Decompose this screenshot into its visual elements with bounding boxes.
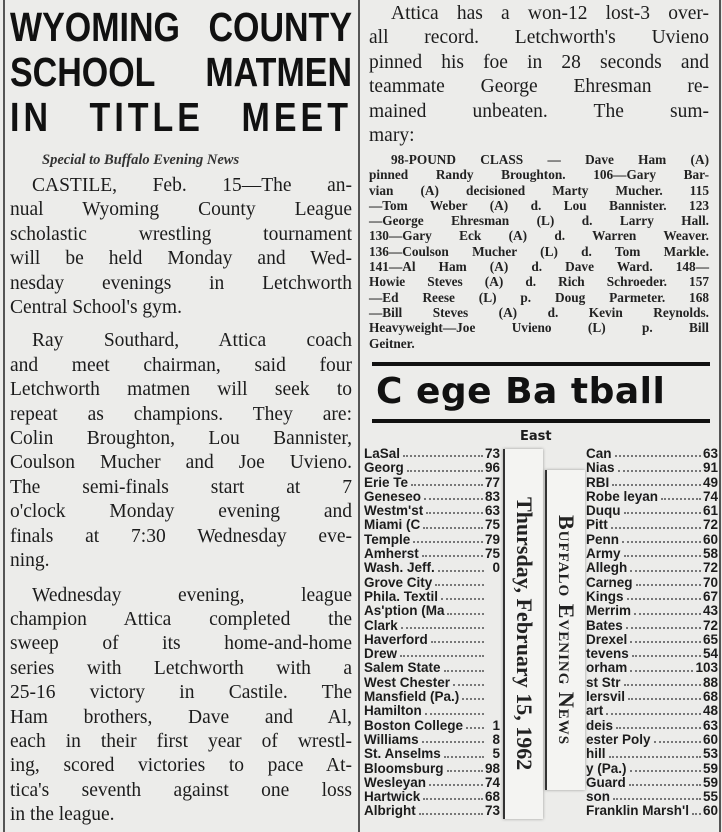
team-name: Allegh [586,561,628,576]
dot-leader [422,547,483,557]
team-name: Boston College [364,718,464,733]
team-name: son [586,790,611,805]
team-name: RBI [586,475,610,490]
loser-cell [586,461,718,475]
text-line: Ray Southard, Attica coach [32,330,352,352]
loser-cell [586,547,718,561]
team-name: Haverford [364,632,428,647]
loser-cell [586,647,718,661]
team-score [486,676,500,690]
loser-cell [586,661,718,675]
dot-leader [636,576,701,586]
text-line: will be held Monday and Wed- [10,248,352,270]
dot-leader [453,676,484,686]
team-score: 73 [484,447,500,461]
team-name: Penn [586,532,620,547]
column-rule-middle [358,0,360,832]
team-name: tevens [586,647,629,662]
winner-cell [364,547,500,561]
text-line: tica's seventh against one loss [10,779,352,801]
text-line: Letchworth matmen will seek to [10,379,352,401]
text-line: Heavyweight—Joe Uvieno (L) p. Bill [369,320,709,336]
team-score: 74 [702,489,718,504]
team-name: LaSal [364,447,401,461]
loser-cell [586,604,718,618]
team-score: 74 [484,775,500,790]
team-score: 60 [702,732,718,747]
loser-cell [586,690,718,704]
left-article-body [10,174,352,828]
loser-cell [586,762,718,776]
dot-leader [423,790,483,800]
dot-leader [429,776,483,786]
dot-leader [411,476,483,486]
column-rule-left [3,0,5,832]
team-score: 5 [492,747,500,762]
dot-leader [692,804,701,814]
team-name: Mansfield (Pa.) [364,690,460,705]
text-line: Ham brothers, Dave and Al, [10,706,352,728]
dot-leader [630,633,701,643]
loser-cell [586,633,718,647]
team-score: 70 [702,575,718,590]
dot-leader [444,661,484,671]
text-line: Coulson Mucher and Joe Uvieno. [10,452,352,474]
text-line: The semi-finals start at 7 [10,476,352,498]
team-score: 1 [492,718,500,733]
dot-leader [612,476,701,486]
team-name: orham [586,661,628,676]
team-score [486,647,500,661]
winner-cell [364,490,500,504]
team-name: Can [586,447,612,461]
team-name: art [586,704,604,719]
dot-leader [613,790,701,800]
loser-cell [586,590,718,604]
text-line: Howie Steves (A) d. Rich Schroeder. 157 [369,274,709,290]
team-score [486,633,500,647]
text-line: 136—Coulson Mucher (L) d. Tom Markle. [369,243,709,259]
team-name: Franklin Marsh'l [586,804,689,819]
team-score: 83 [484,489,500,504]
team-score: 65 [702,632,718,647]
team-name: Nias [586,461,615,476]
team-name: Bates [586,618,623,633]
text-line: in the league. [10,804,115,826]
team-name: St. Anselms [364,747,441,762]
loser-cell [586,733,718,747]
region-heading: East [520,429,552,444]
winner-cell [364,633,500,647]
loser-cell [586,676,718,690]
text-line: pinned Randy Broughton. 106—Gary Bar- [369,167,709,183]
date-strip-text: Thursday, February 15, 1962 [512,497,537,771]
winner-cell [364,647,500,661]
dot-leader [622,533,701,543]
team-score [486,576,500,590]
team-score: 60 [702,804,718,819]
dot-leader [628,690,701,700]
loser-cell [586,719,718,733]
team-name: Williams [364,732,419,747]
team-score: 75 [484,518,500,533]
text-line: and meet chairman, said four [10,354,352,376]
team-name: Drew [364,647,398,662]
winner-cell [364,461,500,475]
team-name: Army [586,547,621,562]
winner-cell [364,719,500,733]
winner-cell [364,790,500,804]
text-line: —Tom Weber (A) d. Lou Bannister. 123 [369,197,709,213]
dot-leader [661,490,701,500]
dot-leader [413,533,483,543]
team-name: Georg [364,461,404,476]
winner-cell [364,676,500,690]
text-line: ing, scored victories to pace At- [10,755,352,777]
text-line: 98-POUND CLASS — Dave Ham (A) [391,152,709,167]
dot-leader [424,490,483,500]
byline: Special to Buffalo Evening News [42,152,240,168]
paragraph [10,329,352,573]
team-name: Temple [364,532,411,547]
text-line: Wednesday evening, league [32,584,352,606]
winner-cell [364,762,500,776]
team-score: 55 [702,790,718,805]
text-line: scholastic wrestling tournament [10,223,352,245]
team-score: 48 [702,704,718,719]
masthead-strip [545,470,585,790]
loser-cell [586,504,718,518]
team-name: Grove City [364,575,433,590]
text-line: nual Wyoming County League [10,199,352,221]
team-score [486,661,500,675]
team-score [486,704,500,718]
team-name: Guard [586,775,626,790]
loser-cell [586,619,718,633]
team-name: Westm'st [364,504,424,519]
team-name: Hamilton [364,704,422,719]
team-score: 60 [702,532,718,547]
team-name: Amherst [364,547,419,562]
team-name: As'ption (Ma [364,604,445,619]
dot-leader [634,604,701,614]
dot-leader [444,747,484,757]
team-score [486,619,500,633]
text-line: —Ed Reese (L) p. Doug Parmeter. 168 [369,289,709,305]
team-name: hill [586,747,606,762]
dot-leader [618,461,701,471]
winner-cell [364,476,500,490]
dot-leader [425,704,484,714]
team-score: 58 [702,547,718,562]
team-score: 73 [484,804,500,819]
team-score: 59 [702,761,718,776]
dot-leader [624,547,701,557]
dot-leader [629,776,701,786]
text-line: ning. [10,550,50,572]
winner-cell [364,804,500,818]
text-line: 130—Gary Eck (A) d. Warren Weaver. [369,228,709,244]
dot-leader [435,576,484,586]
winner-cell [364,747,500,761]
dot-leader [462,690,484,700]
team-name: Drexel [586,632,628,647]
masthead-strip-text: Buffalo Evening News [554,514,579,746]
text-line: finals at 7:30 Wednesday eve- [10,525,352,547]
text-line: 141—Al Ham (A) d. Dave Ward. 148— [369,259,709,275]
team-score: 72 [702,618,718,633]
loser-cell [586,804,718,818]
team-name: st Str [586,675,621,690]
text-line: Colin Broughton, Lou Bannister, [10,428,352,450]
team-score: 77 [484,475,500,490]
rule-top [372,362,710,366]
text-line: champion Attica completed the [10,608,352,630]
paragraph [369,2,709,148]
dot-leader [422,733,484,743]
loser-cell [586,476,718,490]
dot-leader [632,647,701,657]
team-score: 91 [702,461,718,476]
team-score: 49 [702,475,718,490]
team-name: Merrim [586,604,632,619]
text-line: each in their first year of wrestl- [10,730,352,752]
headline-line: WYOMING COUNTY [10,5,352,51]
team-score: 63 [702,718,718,733]
date-strip [503,449,543,819]
text-line: o'clock Monday evening and [10,501,352,523]
team-name: Carneg [586,575,633,590]
team-score [486,690,500,704]
team-score: 61 [702,504,718,519]
winner-cell [364,561,500,575]
team-name: ester Poly [586,732,651,747]
team-score: 72 [702,518,718,533]
dot-leader [407,461,483,471]
dot-leader [606,704,701,714]
headline-line: IN TITLE MEET [10,95,352,141]
team-score: 63 [702,447,718,461]
right-article-body [369,2,709,148]
loser-cell [586,576,718,590]
text-line: mary: [369,125,415,147]
text-line: all record. Letchworth's Uvieno [369,27,709,49]
text-line: sweep of its home-and-home [10,633,352,655]
team-name: lersvil [586,690,626,705]
team-name: West Chester [364,675,451,690]
loser-cell [586,747,718,761]
winner-cell [364,518,500,532]
team-score [486,590,500,604]
text-line: teammate George Ehresman re- [369,76,709,98]
text-line: pinned his foe in 28 seconds and [369,51,709,73]
headline [10,6,352,141]
text-line: Geitner. [369,335,415,351]
dot-leader [447,762,483,772]
team-name: Wash. Jeff. [364,561,435,576]
dot-leader [441,590,484,600]
dot-leader [611,518,701,528]
text-line: —Bill Steves (A) d. Kevin Reynolds. [369,304,709,320]
loser-cell [586,490,718,504]
team-score: 68 [702,690,718,705]
text-line: vian (A) decisioned Marty Mucher. 115 [369,182,709,198]
dot-leader [431,633,484,643]
text-line: nesday evenings in Letchworth [10,272,352,294]
dot-leader [426,504,483,514]
team-score: 79 [484,532,500,547]
text-line: 25-16 victory in Castile. The [10,682,352,704]
winner-cell [364,733,500,747]
team-name: Hartwick [364,790,421,805]
winner-cell [364,704,500,718]
team-score: 75 [484,547,500,562]
team-name: Erie Te [364,475,409,490]
dot-leader [627,590,701,600]
dot-leader [616,719,701,729]
dot-leader [419,804,483,814]
winner-cell [364,776,500,790]
dot-leader [403,447,483,457]
team-score [486,604,500,618]
loser-cell [586,447,718,461]
headline-line: SCHOOL MATMEN [10,50,352,96]
match-summary [369,152,709,351]
basketball-title: C ege Ba tball [376,371,666,412]
winner-cell [364,533,500,547]
team-name: Salem State [364,661,441,676]
winner-cell [364,447,500,461]
winner-cell [364,590,500,604]
paragraph [10,174,352,320]
dot-leader [609,747,701,757]
team-name: Robe leyan [586,489,659,504]
dot-leader [615,447,701,457]
team-score: 43 [702,604,718,619]
team-name: deis [586,718,614,733]
paragraph [10,584,352,828]
team-name: Clark [364,618,398,633]
team-name: Wesleyan [364,775,427,790]
dot-leader [630,661,693,671]
winner-cell [364,661,500,675]
team-score: 54 [702,647,718,662]
text-line: Central School's gym. [10,297,182,319]
team-score: 98 [484,761,500,776]
winner-cell [364,504,500,518]
loser-cell [586,561,718,575]
dot-leader [624,504,701,514]
team-score: 68 [484,790,500,805]
team-score: 88 [702,675,718,690]
team-score: 67 [702,589,718,604]
dot-leader [466,719,484,729]
team-name: Duqu [586,504,621,519]
dot-leader [423,518,483,528]
team-score: 63 [484,504,500,519]
paragraph [369,152,709,351]
team-name: Bloomsburg [364,761,444,776]
text-line: series with Letchworth with a [10,657,352,679]
column-rule-right [719,0,721,832]
rule-bottom [372,419,710,423]
text-line: Attica has a won-12 lost-3 over- [391,3,709,24]
text-line: mained unbeaten. The sum- [369,100,709,122]
team-name: Miami (C [364,518,421,533]
winner-cell [364,604,500,618]
dot-leader [630,762,701,772]
team-score: 8 [492,732,500,747]
dot-leader [626,619,701,629]
loser-cell [586,533,718,547]
team-score: 72 [702,561,718,576]
team-name: y (Pa.) [586,761,627,776]
dot-leader [654,733,701,743]
dot-leader [630,561,701,571]
text-line: —George Ehresman (L) d. Larry Hall. [369,213,709,229]
dot-leader [400,647,484,657]
team-score: 53 [702,747,718,762]
loser-cell [586,776,718,790]
team-score: 0 [492,561,500,576]
winner-cell [364,619,500,633]
loser-cell [586,790,718,804]
team-name: Geneseo [364,489,422,504]
winner-cell [364,690,500,704]
team-name: Pitt [586,518,608,533]
team-score: 59 [702,775,718,790]
winner-cell [364,576,500,590]
dot-leader [401,619,484,629]
team-name: Phila. Textil [364,589,439,604]
loser-cell [586,704,718,718]
dot-leader [438,561,484,571]
dot-leader [447,604,484,614]
text-line: repeat as champions. They are: [10,403,352,425]
team-name: Kings [586,589,624,604]
team-score: 103 [695,661,718,676]
team-name: Albright [364,804,416,819]
text-line: CASTILE, Feb. 15—The an- [32,175,352,196]
team-score: 96 [484,461,500,476]
dot-leader [624,676,701,686]
loser-cell [586,518,718,532]
